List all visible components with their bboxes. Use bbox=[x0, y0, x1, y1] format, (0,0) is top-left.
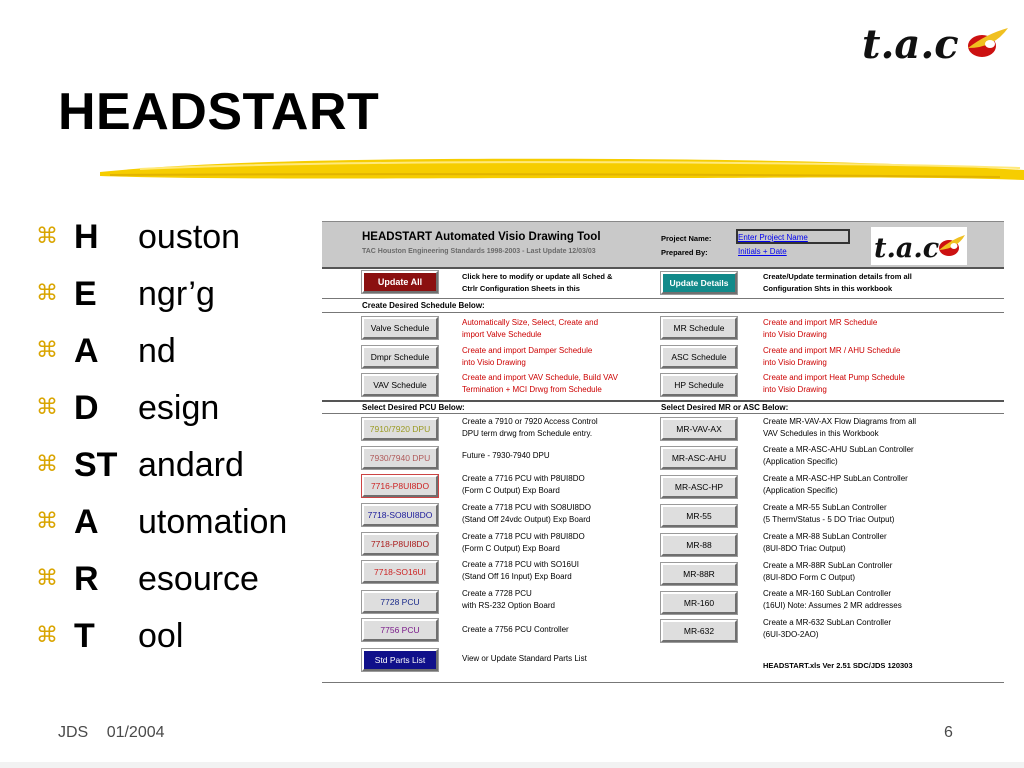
pcu-desc: Create a 7718 PCU with SO8UI8DO (Stand Off 24vdc Output) Exp Board bbox=[462, 503, 591, 524]
tool-tac-logo bbox=[871, 227, 967, 265]
command-bullet-icon: ⌘ bbox=[36, 281, 58, 306]
acronym-word: nd bbox=[138, 332, 176, 370]
page-number: 6 bbox=[944, 724, 953, 741]
acronym-item bbox=[36, 617, 336, 674]
mr-55-button[interactable]: MR-55 bbox=[661, 505, 737, 527]
command-bullet-icon: ⌘ bbox=[36, 623, 58, 648]
valve-schedule-button[interactable]: Valve Schedule bbox=[362, 317, 438, 339]
std-parts-list-button[interactable]: Std Parts List bbox=[362, 649, 438, 671]
mr-desc: Create a MR-160 SubLan Controller (16UI) Note: Assumes 2 MR addresses bbox=[763, 589, 902, 610]
vav-schedule-desc: Create and import VAV Schedule, Build VAV Termination + MCI Drwg from Schedule bbox=[462, 373, 618, 394]
divider bbox=[322, 400, 1004, 402]
slide-title: HEADSTART bbox=[58, 83, 380, 141]
pcu-desc: Create a 7716 PCU with P8UI8DO (Form C Output) Exp Board bbox=[462, 474, 585, 495]
pcu-7716-p8ui8do-button[interactable]: 7716-P8UI8DO bbox=[362, 475, 438, 497]
schedule-section-heading: Create Desired Schedule Below: bbox=[362, 301, 485, 310]
divider bbox=[322, 312, 1004, 313]
version-text: HEADSTART.xls Ver 2.51 SDC/JDS 120303 bbox=[763, 661, 913, 670]
vav-schedule-button[interactable]: VAV Schedule bbox=[362, 374, 438, 396]
command-bullet-icon: ⌘ bbox=[36, 224, 58, 249]
pcu-desc: Create a 7728 PCU with RS-232 Option Board bbox=[462, 589, 555, 610]
mr-desc: Create MR-VAV-AX Flow Diagrams from all VAV Schedules in this Workbook bbox=[763, 417, 917, 438]
mr-desc: Create a MR-632 SubLan Controller (6UI-3DO-2AO) bbox=[763, 618, 892, 639]
mr-desc: Create a MR-55 SubLan Controller (5 Therm/Status - 5 DO Triac Output) bbox=[763, 503, 895, 524]
asc-schedule-button[interactable]: ASC Schedule bbox=[661, 346, 737, 368]
valve-schedule-desc: Automatically Size, Select, Create and import Valve Schedule bbox=[462, 318, 599, 339]
tac-logo-text: t.a.c bbox=[862, 21, 959, 66]
tool-logo-text: t.a.c bbox=[874, 233, 940, 264]
acronym-word: utomation bbox=[138, 503, 288, 541]
pcu-7756-button[interactable]: 7756 PCU bbox=[362, 619, 438, 641]
damper-schedule-desc: Create and import Damper Schedule into Visio Drawing bbox=[462, 346, 593, 367]
mr-schedule-desc: Create and import MR Schedule into Visio Drawing bbox=[763, 318, 878, 339]
project-name-label: Project Name: bbox=[661, 234, 712, 243]
acronym-word: andard bbox=[138, 446, 244, 484]
acronym-word: ouston bbox=[138, 218, 241, 256]
std-parts-desc: View or Update Standard Parts List bbox=[462, 654, 587, 663]
acronym-letter: E bbox=[74, 275, 97, 313]
divider bbox=[322, 413, 1004, 414]
update-all-desc: Click here to modify or update all Sched & Ctrlr Configuration Sheets in this bbox=[462, 272, 613, 293]
headstart-tool-sheet bbox=[322, 221, 1004, 683]
bottom-strip bbox=[0, 762, 1024, 768]
pcu-7718-so16ui-button[interactable]: 7718-SO16UI bbox=[362, 561, 438, 583]
tac-logo bbox=[862, 18, 1010, 66]
pcu-7930-7940-dpu-button[interactable]: 7930/7940 DPU bbox=[362, 447, 438, 469]
hp-schedule-desc: Create and import Heat Pump Schedule into Visio Drawing bbox=[763, 373, 905, 394]
footer-left bbox=[58, 724, 179, 742]
yellow-brush-stroke bbox=[100, 150, 1024, 188]
acronym-word: esign bbox=[138, 389, 220, 427]
pcu-7910-7920-dpu-button[interactable]: 7910/7920 DPU bbox=[362, 418, 438, 440]
acronym-item bbox=[36, 560, 336, 617]
command-bullet-icon: ⌘ bbox=[36, 452, 58, 477]
command-bullet-icon: ⌘ bbox=[36, 395, 58, 420]
mr-632-button[interactable]: MR-632 bbox=[661, 620, 737, 642]
update-all-button[interactable]: Update All bbox=[362, 271, 438, 293]
hp-schedule-button[interactable]: HP Schedule bbox=[661, 374, 737, 396]
acronym-letter: A bbox=[74, 503, 99, 541]
acronym-item bbox=[36, 503, 336, 560]
prepared-by-field[interactable]: Initials + Date bbox=[738, 247, 787, 256]
acronym-word: ool bbox=[138, 617, 184, 655]
mr-desc: Create a MR-88 SubLan Controller (8UI-8DO Triac Output) bbox=[763, 532, 887, 553]
tool-header bbox=[322, 221, 1004, 267]
mr-desc: Create a MR-ASC-HP SubLan Controller (Application Specific) bbox=[763, 474, 908, 495]
asc-schedule-desc: Create and import MR / AHU Schedule into Visio Drawing bbox=[763, 346, 901, 367]
acronym-letter: T bbox=[74, 617, 95, 655]
tool-subtitle: TAC Houston Engineering Standards 1998-2003 - Last Update 12/03/03 bbox=[362, 248, 596, 255]
pcu-7728-button[interactable]: 7728 PCU bbox=[362, 591, 438, 613]
pcu-section-heading: Select Desired PCU Below: bbox=[362, 403, 465, 412]
update-details-desc: Create/Update termination details from all Configuration Shts in this workbook bbox=[763, 272, 912, 293]
acronym-letter: D bbox=[74, 389, 99, 427]
mr-section-heading: Select Desired MR or ASC Below: bbox=[661, 403, 789, 412]
pcu-desc: Future - 7930-7940 DPU bbox=[462, 451, 550, 460]
divider bbox=[322, 267, 1004, 269]
mr-desc: Create a MR-ASC-AHU SubLan Controller (Application Specific) bbox=[763, 445, 914, 466]
pcu-desc: Create a 7756 PCU Controller bbox=[462, 625, 569, 634]
acronym-word: esource bbox=[138, 560, 259, 598]
footer-date: 01/2004 bbox=[106, 724, 165, 741]
tool-title: HEADSTART Automated Visio Drawing Tool bbox=[362, 231, 601, 243]
damper-schedule-button[interactable]: Dmpr Schedule bbox=[362, 346, 438, 368]
acronym-item bbox=[36, 389, 336, 446]
pcu-desc: Create a 7718 PCU with SO16UI (Stand Off 16 Input) Exp Board bbox=[462, 560, 579, 581]
mr-88-button[interactable]: MR-88 bbox=[661, 534, 737, 556]
mr-vav-ax-button[interactable]: MR-VAV-AX bbox=[661, 418, 737, 440]
project-name-field[interactable]: Enter Project Name bbox=[738, 233, 808, 242]
acronym-item bbox=[36, 446, 336, 503]
mr-160-button[interactable]: MR-160 bbox=[661, 592, 737, 614]
acronym-item bbox=[36, 332, 336, 389]
command-bullet-icon: ⌘ bbox=[36, 338, 58, 363]
acronym-item bbox=[36, 218, 336, 275]
acronym-item bbox=[36, 275, 336, 332]
mr-asc-hp-button[interactable]: MR-ASC-HP bbox=[661, 476, 737, 498]
mr-88r-button[interactable]: MR-88R bbox=[661, 563, 737, 585]
update-details-button[interactable]: Update Details bbox=[661, 272, 737, 294]
divider bbox=[322, 682, 1004, 683]
mr-asc-ahu-button[interactable]: MR-ASC-AHU bbox=[661, 447, 737, 469]
acronym-letter: R bbox=[74, 560, 99, 598]
acronym-letter: H bbox=[74, 218, 99, 256]
acronym-word: ngr’g bbox=[138, 275, 215, 313]
prepared-by-label: Prepared By: bbox=[661, 248, 708, 257]
pcu-desc: Create a 7910 or 7920 Access Control DPU term drwg from Schedule entry. bbox=[462, 417, 598, 438]
pcu-7718-so8ui8do-button[interactable]: 7718-SO8UI8DO bbox=[362, 504, 438, 526]
pcu-desc: Create a 7718 PCU with P8UI8DO (Form C Output) Exp Board bbox=[462, 532, 585, 553]
acronym-letter: A bbox=[74, 332, 99, 370]
command-bullet-icon: ⌘ bbox=[36, 509, 58, 534]
pcu-7718-p8ui8do-button[interactable]: 7718-P8UI8DO bbox=[362, 533, 438, 555]
footer-author: JDS bbox=[58, 724, 89, 741]
mr-schedule-button[interactable]: MR Schedule bbox=[661, 317, 737, 339]
mr-desc: Create a MR-88R SubLan Controller (8UI-8DO Form C Output) bbox=[763, 561, 893, 582]
command-bullet-icon: ⌘ bbox=[36, 566, 58, 591]
acronym-letter: ST bbox=[74, 446, 118, 484]
divider bbox=[322, 298, 1004, 299]
